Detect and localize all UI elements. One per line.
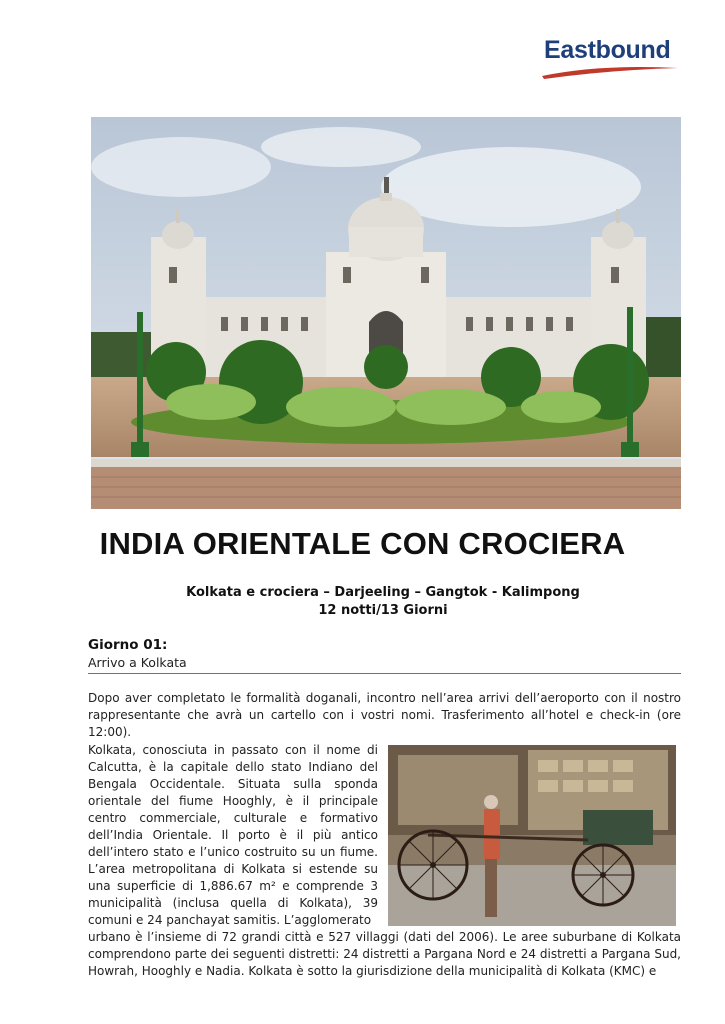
logo-swoosh-icon <box>540 62 682 80</box>
eastbound-logo <box>540 36 682 84</box>
day-heading: Giorno 01: <box>88 637 168 653</box>
victoria-memorial-photo <box>91 117 681 509</box>
itinerary-route: Kolkata e crociera – Darjeeling – Gangtok - Kalimpong <box>186 585 580 600</box>
rickshaw-photo <box>388 745 676 926</box>
section-divider <box>88 673 681 674</box>
document-title: INDIA ORIENTALE CON CROCIERA <box>99 526 626 561</box>
paragraph-kolkata-suburbs: urbano è l’insieme di 72 grandi città e 527 villaggi (dati del 2006). Le aree suburbane di Kolkata comprendono parte dei seguenti distretti: 24 distretti a Pargana Nord e 24 distretti a Pargana Sud, Howrah, Hooghly e Nadia. Kolkata è sotto la giurisdizione della municipalità di Kolkata (KMC) e <box>88 930 681 978</box>
logo-text: Eastbound <box>544 36 671 64</box>
paragraph-kolkata-intro: Kolkata, conosciuta in passato con il nome di Calcutta, è la capitale dello stato Indiano del Bengala Occidentale. Situata sulla sponda orientale del fiume Hooghly, è il principale centro commerciale, culturale e formativo dell’India Orientale. Il porto è il più antico dell’intero stato e l’unico costruito su un fiume. L’area metropolitana di Kolkata si estende su una superficie di 1,886.67 m² e comprende 3 municipalità (inclusa quella di Kolkata), 39 comuni e 24 panchayat samitis. L’agglomerato <box>88 743 378 927</box>
paragraph-arrival: Dopo aver completato le formalità doganali, incontro nell’area arrivi dell’aeroporto con il nostro rappresentante che avrà un cartello con i vostri nomi. Trasferimento all’hotel e check-in (ore 12:00). <box>88 691 681 739</box>
day-subheading: Arrivo a Kolkata <box>88 655 187 670</box>
itinerary-duration: 12 notti/13 Giorni <box>318 603 448 618</box>
